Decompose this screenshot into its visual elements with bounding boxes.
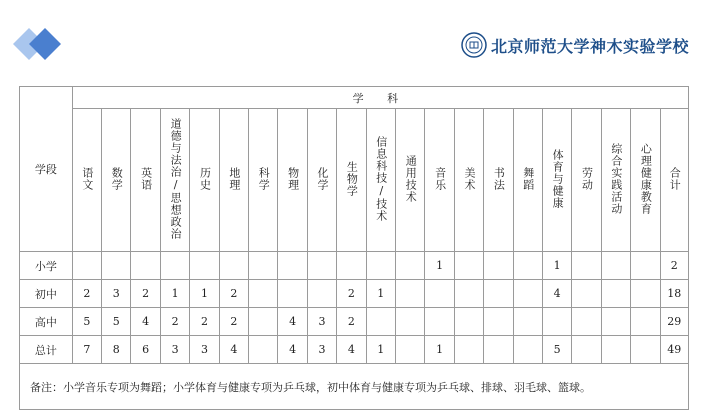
table-cell: 1 [160, 280, 189, 308]
subject-header [307, 109, 336, 252]
subject-header [102, 109, 131, 252]
table-cell [425, 308, 454, 336]
subject-header-text: 道德与法治/思想政治 [169, 117, 183, 240]
table-cell [249, 280, 278, 308]
table-cell: 3 [307, 308, 336, 336]
subject-header [72, 109, 101, 252]
table-cell: 1 [542, 252, 571, 280]
table-cell: 2 [190, 308, 219, 336]
subject-header [396, 109, 425, 252]
subject-header [131, 109, 160, 252]
table-cell [102, 252, 131, 280]
table-cell [249, 252, 278, 280]
school-logo [461, 30, 689, 60]
staff-allocation-table [19, 86, 689, 410]
subject-header-text: 通用技术 [404, 154, 418, 203]
table-cell: 1 [425, 252, 454, 280]
subject-header [484, 109, 513, 252]
table-cell: 4 [278, 336, 307, 364]
table-cell: 2 [337, 308, 366, 336]
subject-header-text: 合计 [668, 166, 682, 191]
table-cell: 2 [219, 308, 248, 336]
subject-header [337, 109, 366, 252]
table-cell [219, 252, 248, 280]
table-cell: 1 [366, 336, 395, 364]
table-cell [396, 280, 425, 308]
table-cell: 2 [337, 280, 366, 308]
subject-header-text: 语文 [80, 166, 94, 191]
subject-header [542, 109, 571, 252]
table-cell [396, 308, 425, 336]
row-label: 初中 [20, 280, 73, 308]
table-cell [601, 252, 630, 280]
table-cell: 2 [660, 252, 688, 280]
subject-header [631, 109, 660, 252]
subject-header-text: 地理 [227, 166, 241, 191]
table-cell [572, 336, 601, 364]
table-cell [425, 280, 454, 308]
subject-header-text: 美术 [462, 166, 476, 191]
subject-header-text: 信息科技/技术 [374, 135, 388, 222]
table-row [20, 252, 689, 280]
table-cell: 2 [72, 280, 101, 308]
decorative-diamonds-icon [12, 24, 64, 64]
table-cell: 4 [278, 308, 307, 336]
table-cell [601, 336, 630, 364]
subject-group-label: 学 科 [72, 87, 688, 109]
subject-header [366, 109, 395, 252]
subject-header [572, 109, 601, 252]
table-cell: 29 [660, 308, 688, 336]
row-label: 小学 [20, 252, 73, 280]
table-cell [131, 252, 160, 280]
subject-header-text: 生物学 [345, 160, 359, 197]
table-cell [278, 280, 307, 308]
table-cell: 1 [190, 280, 219, 308]
table-cell: 4 [542, 280, 571, 308]
subject-header-text: 科学 [257, 166, 271, 191]
table-cell: 3 [307, 336, 336, 364]
table-row [20, 308, 689, 336]
table-cell [484, 280, 513, 308]
table-cell [72, 252, 101, 280]
subject-header [219, 109, 248, 252]
table-cell [631, 280, 660, 308]
table-cell [601, 280, 630, 308]
subject-header-text: 化学 [316, 166, 330, 191]
table-cell: 4 [131, 308, 160, 336]
table-note: 备注：小学音乐专项为舞蹈；小学体育与健康专项为乒乓球，初中体育与健康专项为乒乓球、排球、羽毛球、篮球。 [20, 364, 689, 410]
subject-header-text: 综合实践活动 [609, 142, 623, 215]
row-header-label: 学段 [20, 87, 73, 252]
table-cell [278, 252, 307, 280]
table-cell [396, 252, 425, 280]
subject-header [513, 109, 542, 252]
subject-header-text: 书法 [492, 166, 506, 191]
table-cell [454, 280, 483, 308]
table-cell: 2 [131, 280, 160, 308]
table-cell [396, 336, 425, 364]
table-cell [454, 308, 483, 336]
table-cell [454, 336, 483, 364]
table-cell [484, 252, 513, 280]
table-cell [542, 308, 571, 336]
table-cell [160, 252, 189, 280]
table-cell [601, 308, 630, 336]
subject-header-text: 舞蹈 [521, 166, 535, 191]
table-cell: 6 [131, 336, 160, 364]
table-cell: 3 [190, 336, 219, 364]
subject-header [249, 109, 278, 252]
table-cell [572, 280, 601, 308]
table-cell [631, 308, 660, 336]
subject-header [190, 109, 219, 252]
table-cell [366, 308, 395, 336]
subject-header-text: 数学 [110, 166, 124, 191]
table-cell [513, 308, 542, 336]
table-cell [307, 252, 336, 280]
table-cell: 5 [102, 308, 131, 336]
table-cell: 5 [542, 336, 571, 364]
subject-header [160, 109, 189, 252]
table-cell: 3 [160, 336, 189, 364]
subject-header [601, 109, 630, 252]
table-cell: 1 [425, 336, 454, 364]
subject-header [454, 109, 483, 252]
subject-header-text: 历史 [198, 166, 212, 191]
table-cell [249, 308, 278, 336]
school-seal-icon [461, 32, 487, 58]
table-cell: 18 [660, 280, 688, 308]
subject-header-text: 心理健康教育 [639, 142, 653, 215]
subject-header-text: 劳动 [580, 166, 594, 191]
table-cell [484, 336, 513, 364]
table-cell [513, 252, 542, 280]
table-cell [484, 308, 513, 336]
table-cell [631, 252, 660, 280]
table-cell [307, 280, 336, 308]
subject-header [278, 109, 307, 252]
table-cell [190, 252, 219, 280]
table-cell: 8 [102, 336, 131, 364]
table-row [20, 280, 689, 308]
table-cell [513, 280, 542, 308]
table-cell [454, 252, 483, 280]
subject-header [425, 109, 454, 252]
school-name: 北京师范大学神木实验学校 [490, 36, 689, 56]
table-cell [572, 252, 601, 280]
table-cell [631, 336, 660, 364]
table-cell [572, 308, 601, 336]
subject-header-text: 音乐 [433, 166, 447, 191]
table-cell: 5 [72, 308, 101, 336]
table-row [20, 336, 689, 364]
table-cell: 49 [660, 336, 688, 364]
row-label: 高中 [20, 308, 73, 336]
table-cell: 4 [219, 336, 248, 364]
subject-header-text: 英语 [139, 166, 153, 191]
table-cell: 2 [160, 308, 189, 336]
subject-header [660, 109, 688, 252]
subject-header-text: 体育与健康 [551, 148, 565, 209]
table-cell [249, 336, 278, 364]
table-cell: 2 [219, 280, 248, 308]
table-cell [337, 252, 366, 280]
subject-header-text: 物理 [286, 166, 300, 191]
table-cell: 7 [72, 336, 101, 364]
row-label: 总计 [20, 336, 73, 364]
table-cell: 4 [337, 336, 366, 364]
table-cell: 3 [102, 280, 131, 308]
table-cell: 1 [366, 280, 395, 308]
table-cell [366, 252, 395, 280]
table-cell [513, 336, 542, 364]
